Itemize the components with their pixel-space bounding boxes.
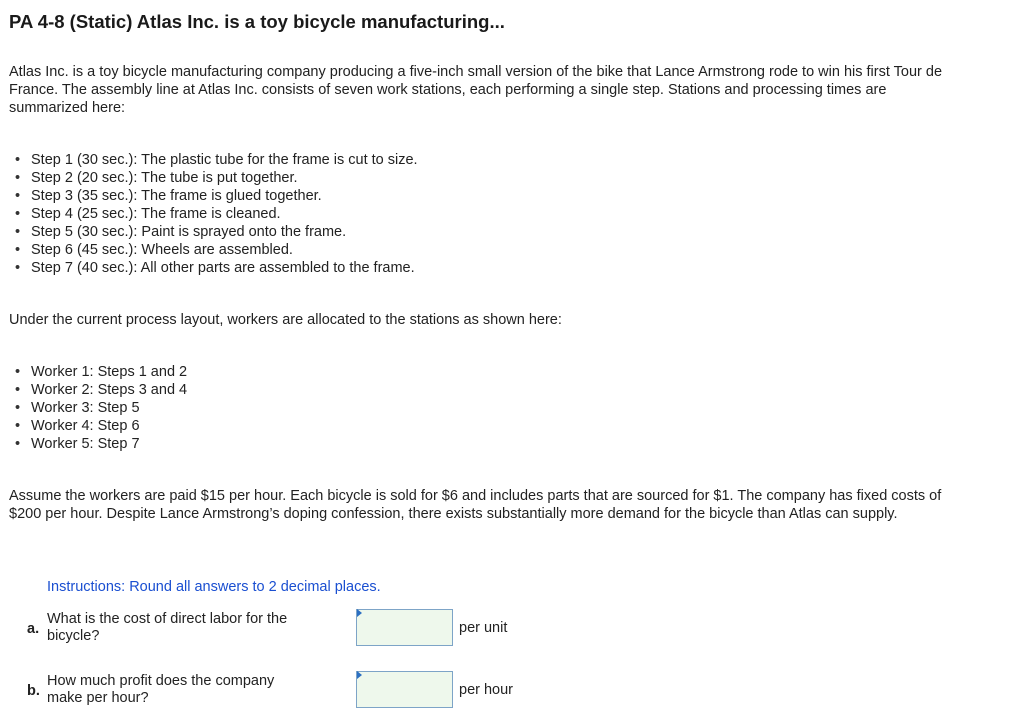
input-flag-icon [357, 609, 362, 617]
answer-a-input[interactable] [356, 609, 453, 646]
answer-a-unit: per unit [459, 620, 508, 636]
list-item: • Step 7 (40 sec.): All other parts are assembled to the frame. [31, 259, 418, 277]
list-item: • Step 4 (25 sec.): The frame is cleaned. [31, 205, 418, 223]
list-item: • Worker 1: Steps 1 and 2 [31, 363, 187, 381]
layout-intro-paragraph: Under the current process layout, workers are allocated to the stations as shown here: [9, 312, 562, 328]
list-item: • Step 5 (30 sec.): Paint is sprayed onto the frame. [31, 223, 418, 241]
page-title: PA 4-8 (Static) Atlas Inc. is a toy bicycle manufacturing... [9, 11, 505, 32]
answer-b-unit: per hour [459, 682, 514, 698]
list-item: • Worker 3: Step 5 [31, 399, 187, 417]
question-a-letter: a. [27, 621, 40, 637]
list-item: • Worker 5: Step 7 [31, 435, 187, 453]
assumptions-paragraph: Assume the workers are paid $15 per hour. Each bicycle is sold for $6 and includes parts that are sourced for $1. The company has fixed costs of $200 per hour. Despite Lance Armstrong’s doping confession, there exists substantially more demand for the bicycle than Atlas can supply. [9, 488, 942, 522]
instructions-text: Instructions: Round all answers to 2 decimal places. [47, 579, 381, 595]
list-item: • Step 1 (30 sec.): The plastic tube for the frame is cut to size. [31, 151, 418, 169]
question-a-text: What is the cost of direct labor for the bicycle? [47, 611, 288, 644]
list-item: • Step 6 (45 sec.): Wheels are assembled. [31, 241, 418, 259]
list-item: • Step 2 (20 sec.): The tube is put together. [31, 169, 418, 187]
question-b-letter: b. [27, 683, 40, 699]
input-flag-icon [357, 671, 362, 679]
question-b-text: How much profit does the company make per hour? [47, 673, 275, 706]
list-item: • Step 3 (35 sec.): The frame is glued together. [31, 187, 418, 205]
answer-b-input[interactable] [356, 671, 453, 708]
list-item: • Worker 4: Step 6 [31, 417, 187, 435]
list-item: • Worker 2: Steps 3 and 4 [31, 381, 187, 399]
steps-list [9, 151, 418, 277]
intro-paragraph: Atlas Inc. is a toy bicycle manufacturing company producing a five-inch small version of the bike that Lance Armstrong rode to win his first Tour de France. The assembly line at Atlas Inc. consists of seven work stations, each performing a single step. Stations and processing times are summarized here: [9, 64, 943, 116]
workers-list [9, 363, 187, 453]
